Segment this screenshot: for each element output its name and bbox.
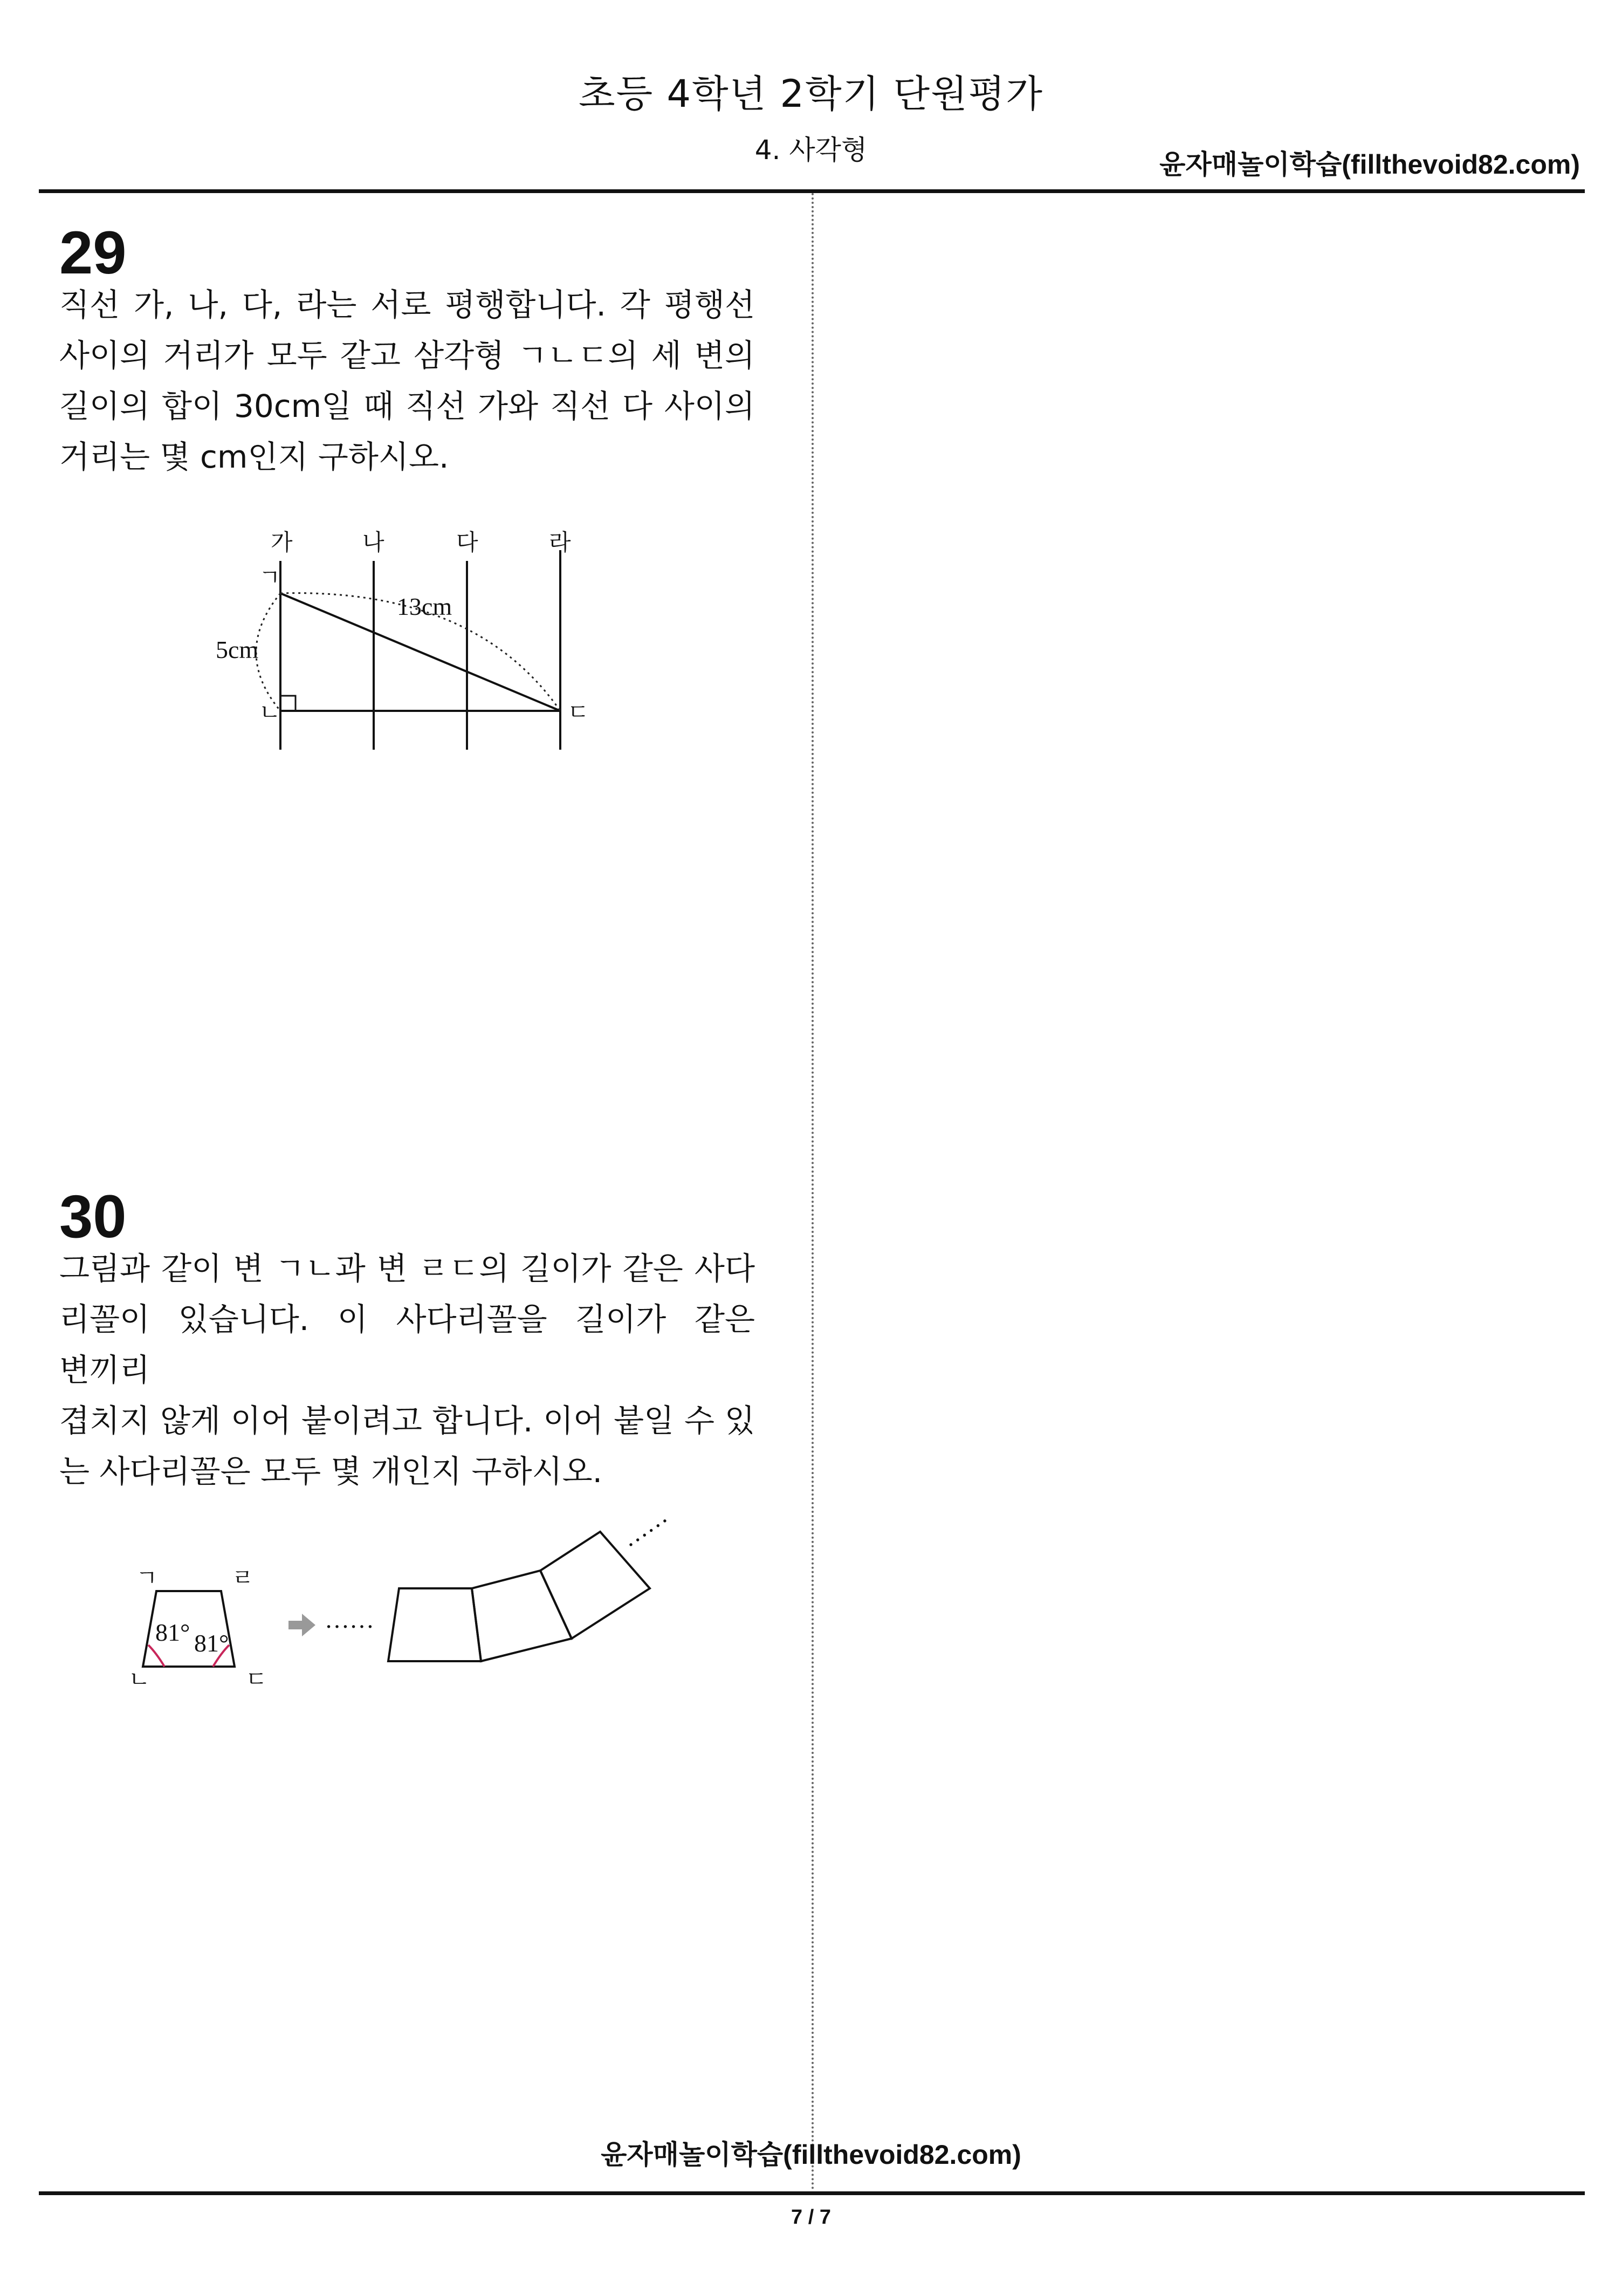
- question-30-line-3: 겹치지 않게 이어 붙이려고 합니다. 이어 붙일 수 있: [59, 1402, 755, 1439]
- header-brand: 윤자매놀이학습(fillthevoid82.com): [1159, 149, 1580, 180]
- question-29-line-2: 사이의 거리가 모두 같고 삼각형 ㄱㄴㄷ의 세 변의: [59, 337, 755, 374]
- vertex-label-nieun: ㄴ: [259, 701, 281, 725]
- line-label-ga: 가: [271, 531, 293, 556]
- ellipsis-left: ……: [325, 1606, 374, 1633]
- vertex-label-digeut: ㄷ: [245, 1668, 267, 1688]
- vertex-label-rieul: ㄹ: [232, 1566, 254, 1591]
- right-angle-mark: [280, 696, 295, 711]
- vertex-label-giyeok: ㄱ: [136, 1566, 158, 1591]
- question-30-text: [59, 1243, 755, 1497]
- line-label-na: 나: [362, 531, 384, 556]
- vertex-label-nieun: ㄴ: [128, 1668, 150, 1688]
- question-29-number: 29: [59, 219, 127, 286]
- page-title: 초등 4학년 2학기 단원평가: [578, 72, 1044, 116]
- angle-label-right: 81°: [194, 1629, 229, 1657]
- chain-trapezoid-1: [388, 1588, 481, 1661]
- line-label-da: 다: [456, 531, 478, 556]
- question-30-line-4: 는 사다리꼴은 모두 몇 개인지 구하시오.: [59, 1453, 603, 1490]
- question-30-figure: [124, 1499, 706, 1688]
- column-divider: [812, 193, 814, 2191]
- page-number: 7 / 7: [791, 2206, 831, 2229]
- question-30-line-2: 리꼴이 있습니다. 이 사다리꼴을 길이가 같은 변끼리: [59, 1301, 755, 1388]
- header-rule: [39, 189, 1585, 193]
- arrow-icon: [288, 1614, 315, 1636]
- side-label-hypotenuse: 13cm: [397, 593, 452, 620]
- question-29-line-3: 길이의 합이 30cm일 때 직선 가와 직선 다 사이의: [59, 388, 755, 424]
- vertex-label-digeut: ㄷ: [567, 701, 589, 725]
- ellipsis-right: ……: [615, 1501, 672, 1553]
- question-29-line-4: 거리는 몇 cm인지 구하시오.: [59, 438, 449, 475]
- side-label-leg: 5cm: [216, 636, 259, 663]
- question-30-line-1: 그림과 같이 변 ㄱㄴ과 변 ㄹㄷ의 길이가 같은 사다: [59, 1250, 755, 1287]
- page-subtitle: 4. 사각형: [754, 134, 868, 166]
- dotted-arc-leg: [256, 593, 280, 711]
- angle-arc-left: [148, 1645, 164, 1667]
- question-29-figure: [205, 529, 626, 755]
- angle-label-left: 81°: [155, 1619, 190, 1646]
- question-29-line-1: 직선 가, 나, 다, 라는 서로 평행합니다. 각 평행선: [59, 286, 755, 323]
- vertex-label-giyeok: ㄱ: [259, 566, 281, 591]
- line-label-ra: 라: [549, 531, 571, 556]
- question-29-text: [59, 279, 755, 482]
- footer-rule: [39, 2191, 1585, 2195]
- question-30-number: 30: [59, 1183, 127, 1250]
- chain-trapezoid-2: [472, 1571, 572, 1661]
- footer-brand: 윤자매놀이학습(fillthevoid82.com): [601, 2140, 1021, 2170]
